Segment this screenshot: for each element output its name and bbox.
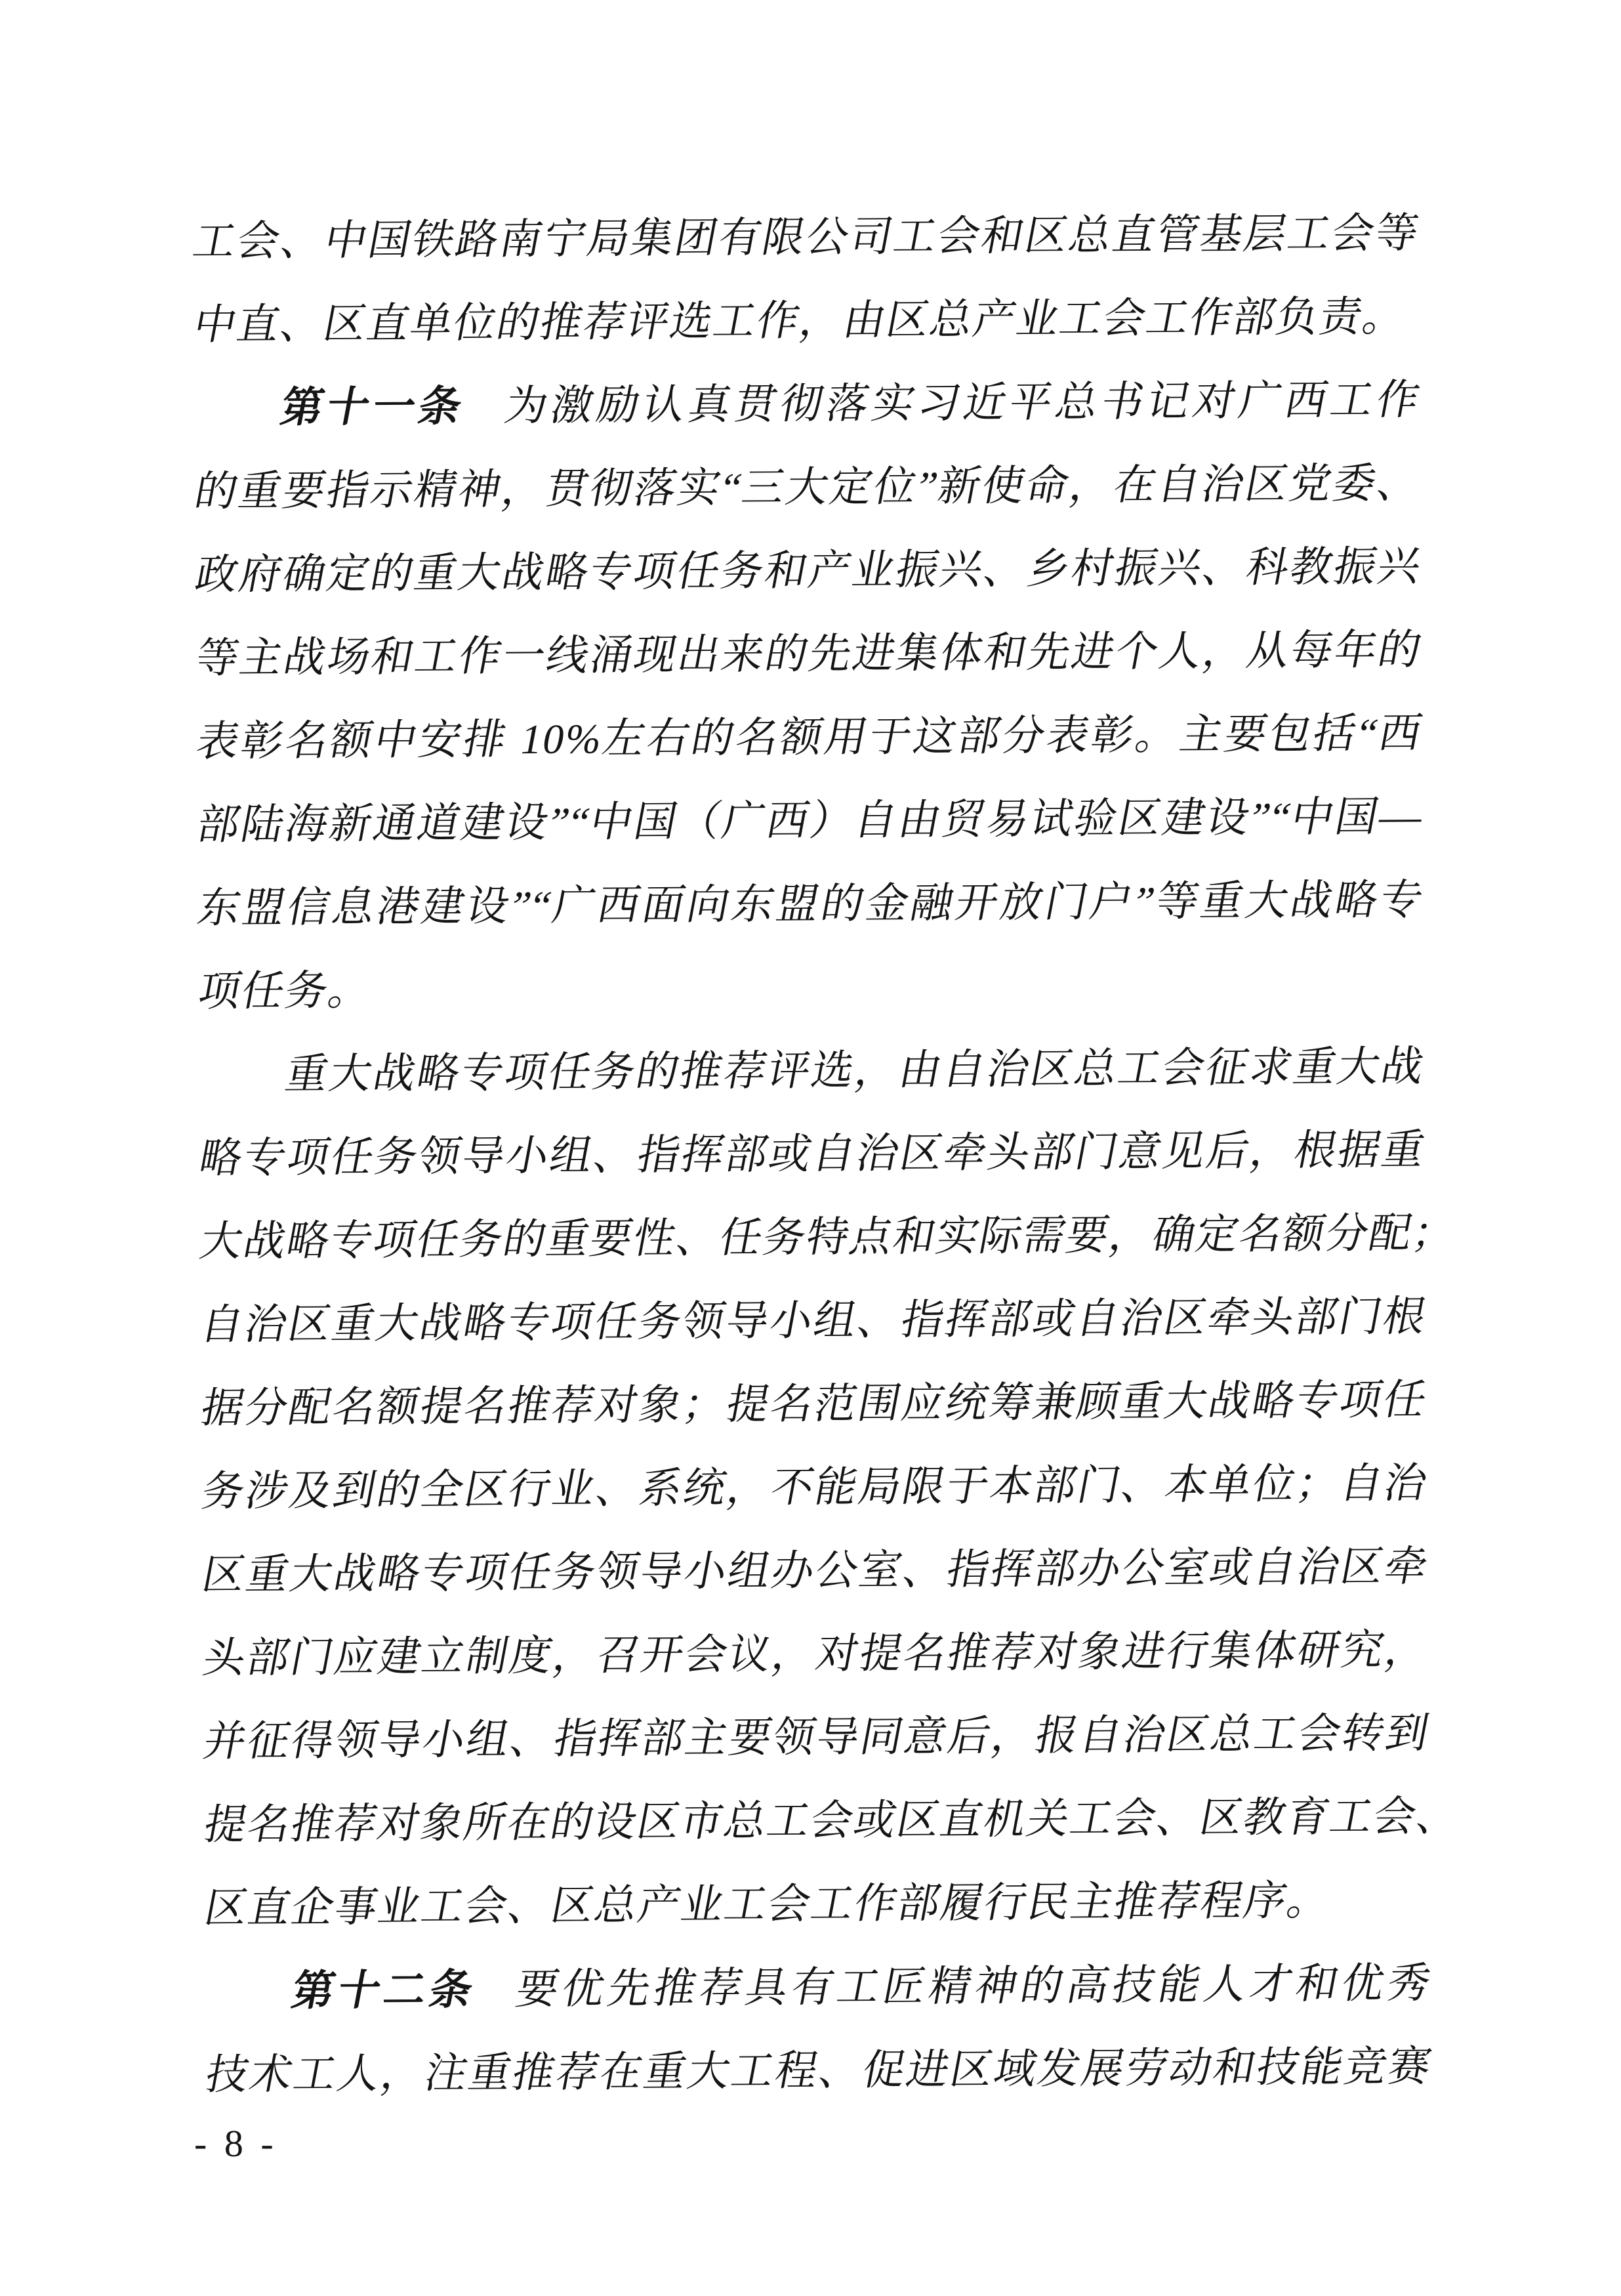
- text-line: [195, 1441, 1436, 1533]
- line-text: 略专项任务领导小组、指挥部或自治区牵头部门意见后，根据重: [195, 1126, 1430, 1182]
- text-line: [194, 1358, 1435, 1450]
- text-line: [186, 191, 1427, 283]
- line-text: 的重要指示精神，贯彻落实“三大定位”新使命，在自治区党委、: [191, 459, 1426, 515]
- line-text: 等主战场和工作一线涌现出来的先进集体和先进个人，从每年的: [192, 626, 1427, 682]
- page-number: - 8 -: [194, 2122, 277, 2165]
- line-text: 项任务。: [194, 967, 377, 1015]
- text-line: [189, 608, 1430, 699]
- text-line: [197, 1774, 1465, 1866]
- line-text: 东盟信息港建设”“广西面向东盟的金融开放门户”等重大战略专: [194, 876, 1428, 932]
- line-text: 为激励认真贯彻落实习近平总书记对广西工作: [501, 376, 1425, 430]
- article-heading: 第十二条: [288, 1965, 481, 2014]
- line-text: 要优先推荐具有工匠精神的高技能人才和优秀: [512, 1959, 1436, 2013]
- text-line: [196, 1691, 1437, 1783]
- text-line: [190, 858, 1431, 950]
- line-text: 提名推荐对象所在的设区市总工会或区直机关工会、区教育工会、: [200, 1793, 1465, 1848]
- line-text: 据分配名额提名推荐对象；提名范围应统筹兼顾重大战略专项任: [197, 1376, 1432, 1432]
- line-text: 政府确定的重大战略专项任务和产业振兴、乡村振兴、科教振兴: [192, 543, 1426, 598]
- line-text: 区直企事业工会、区总产业工会工作部履行民主推荐程序。: [201, 1877, 1336, 1932]
- line-text: 工会、中国铁路南宁局集团有限公司工会和区总直管基层工会等: [189, 209, 1424, 265]
- line-text: 大战略专项任务的重要性、任务特点和实际需要，确定名额分配；: [196, 1209, 1461, 1265]
- text-line: [190, 691, 1431, 783]
- text-line: [193, 1191, 1461, 1283]
- text-line: [191, 941, 1432, 1033]
- line-text: 中直、区直单位的推荐评选工作，由区总产业工会工作部负责。: [190, 293, 1411, 348]
- text-line: [199, 2024, 1440, 2116]
- text-line: [194, 1274, 1435, 1366]
- line-text: 重大战略专项任务的推荐评选，由自治区总工会征求重大战: [281, 1043, 1429, 1098]
- text-line: [197, 1858, 1439, 1950]
- line-text: 自治区重大战略专项任务领导小组、指挥部或自治区牵头部门根: [197, 1293, 1431, 1348]
- line-text: 头部门应建立制度，召开会议，对提名推荐对象进行集体研究，: [199, 1626, 1433, 1682]
- text-line: [190, 774, 1431, 866]
- text-line: [188, 441, 1429, 533]
- line-text: 务涉及到的全区行业、系统，不能局限于本部门、本单位；自治: [197, 1459, 1433, 1515]
- text-line: [192, 1108, 1433, 1200]
- line-text: 部陆海新通道建设”“中国（广西）自由贸易试验区建设”“中国—: [193, 793, 1428, 848]
- line-text: 表彰名额中安排 10%左右的名额用于这部分表彰。主要包括“西: [192, 709, 1427, 765]
- article-heading: 第十一条: [277, 382, 470, 431]
- text-line: [195, 1608, 1437, 1700]
- line-text: 并征得领导小组、指挥部主要领导同意后，报自治区总工会转到: [199, 1709, 1434, 1765]
- text-line: [192, 1024, 1433, 1116]
- line-text: 技术工人，注重推荐在重大工程、促进区域发展劳动和技能竞赛: [202, 2043, 1437, 2098]
- text-line: [198, 1941, 1439, 2033]
- text-line: [187, 358, 1428, 449]
- text-line: [195, 1524, 1437, 1616]
- text-line: [188, 524, 1429, 616]
- text-line: [186, 274, 1427, 366]
- document-body: [189, 192, 1465, 2117]
- line-text: 区重大战略专项任务领导小组办公室、指挥部办公室或自治区牵: [198, 1543, 1433, 1598]
